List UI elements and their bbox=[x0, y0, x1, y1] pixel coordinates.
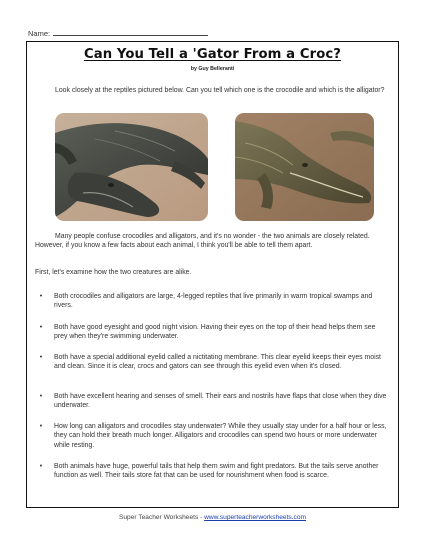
list-item-text: Both animals have huge, powerful tails that help them swim and fight predators. But the tails serve another function as well. Their tails store fat that can be used for nourishment when food is scarce. bbox=[54, 463, 379, 480]
crocodile-photo bbox=[235, 113, 374, 221]
bullet-icon: • bbox=[39, 293, 43, 300]
list-item-text: How long can alligators and crocodiles stay underwater? While they usually stay under for a half hour or less, they can hold their breath much longer. Alligators and crocodiles can spend two hours or more underwater while resting. bbox=[54, 423, 387, 449]
name-label: Name: bbox=[28, 29, 51, 38]
alligator-photo-icon bbox=[55, 113, 208, 221]
main-paragraph: Many people confuse crocodiles and alligators, and it's no wonder - the two animals are closely related. However, if you know a few facts about each animal, I think you'll be able to tell them apart. bbox=[35, 233, 370, 250]
bullet-icon: • bbox=[39, 423, 43, 430]
bullet-icon: • bbox=[39, 393, 43, 400]
article-title: Can You Tell a 'Gator From a Croc? bbox=[83, 47, 342, 62]
alligator-photo bbox=[55, 113, 208, 221]
article-frame bbox=[26, 41, 399, 508]
bullet-icon: • bbox=[39, 463, 43, 470]
intro-paragraph: Look closely at the reptiles pictured below. Can you tell which one is the crocodile and which is the alligator? bbox=[55, 87, 385, 94]
name-field bbox=[28, 28, 208, 38]
footer-prefix: Super Teacher Worksheets - bbox=[118, 514, 205, 521]
page-footer bbox=[0, 514, 425, 521]
bullet-icon: • bbox=[39, 354, 43, 361]
list-item-text: Both have good eyesight and good night vision. Having their eyes on the top of their head helps them see prey when they're swimming underwater. bbox=[54, 324, 376, 341]
comparison-intro: First, let's examine how the two creatures are alike. bbox=[35, 269, 192, 276]
name-blank-line[interactable] bbox=[53, 28, 208, 36]
list-item-text: Both have excellent hearing and senses of smell. Their ears and nostrils have flaps that close when they dive underwater. bbox=[54, 393, 387, 410]
article-byline: by Guy Belleranti bbox=[190, 66, 235, 72]
list-item-text: Both crocodiles and alligators are large, 4-legged reptiles that live primarily in warm tropical swamps and rivers. bbox=[54, 293, 373, 310]
list-item-text: Both have a special additional eyelid called a nictitating membrane. This clear eyelid keeps their eyes moist and clean. Since it is clear, crocs and gators can see through this eyelid even when it's closed. bbox=[54, 354, 381, 371]
crocodile-photo-icon bbox=[235, 113, 374, 221]
bullet-icon: • bbox=[39, 324, 43, 331]
footer-link[interactable]: www.superteacherworksheets.com bbox=[204, 514, 307, 521]
